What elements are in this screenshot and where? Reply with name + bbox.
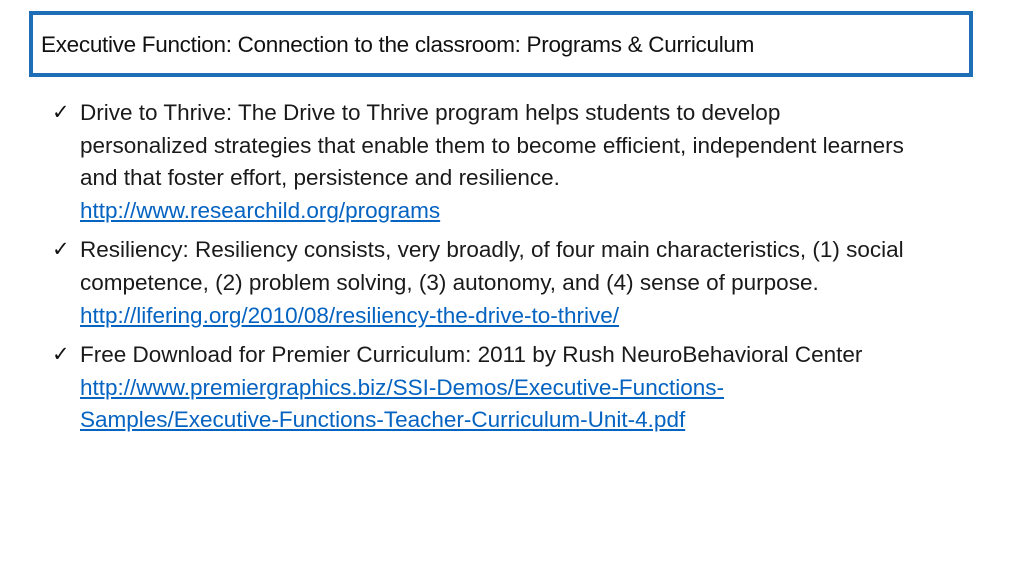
premiergraphics-link[interactable]: http://www.premiergraphics.biz/SSI-Demos/Executive-Functions-Samples/Executive-Functions-Teacher-Curriculum-Unit-4.pdf — [80, 374, 724, 433]
checkmark-icon: ✓ — [52, 238, 70, 262]
checkmark-icon: ✓ — [52, 343, 70, 367]
bullet-list — [52, 97, 912, 444]
researchild-link[interactable]: http://www.researchild.org/programs — [80, 197, 441, 223]
checkmark-icon: ✓ — [52, 101, 70, 124]
bullet-item-premier-curriculum — [52, 339, 912, 437]
bullet-item-resiliency — [52, 234, 912, 332]
bullet-text: Drive to Thrive: The Drive to Thrive program helps students to develop personalized strategies that enable them to become efficient, independent learners and that foster effort, persistence and resilience. — [80, 100, 904, 191]
bullet-item-drive-to-thrive — [52, 97, 912, 227]
slide-title: Executive Function: Connection to the classroom: Programs & Curriculum — [41, 32, 755, 57]
bullet-text: Resiliency: Resiliency consists, very broadly, of four main characteristics, (1) social competence, (2) problem solving, (3) autonomy, and (4) sense of purpose. — [80, 237, 904, 295]
title-box — [29, 11, 973, 77]
lifering-link[interactable]: http://lifering.org/2010/08/resiliency-the-drive-to-thrive/ — [80, 302, 620, 328]
bullet-text: Free Download for Premier Curriculum: 2011 by Rush NeuroBehavioral Center — [80, 342, 863, 368]
